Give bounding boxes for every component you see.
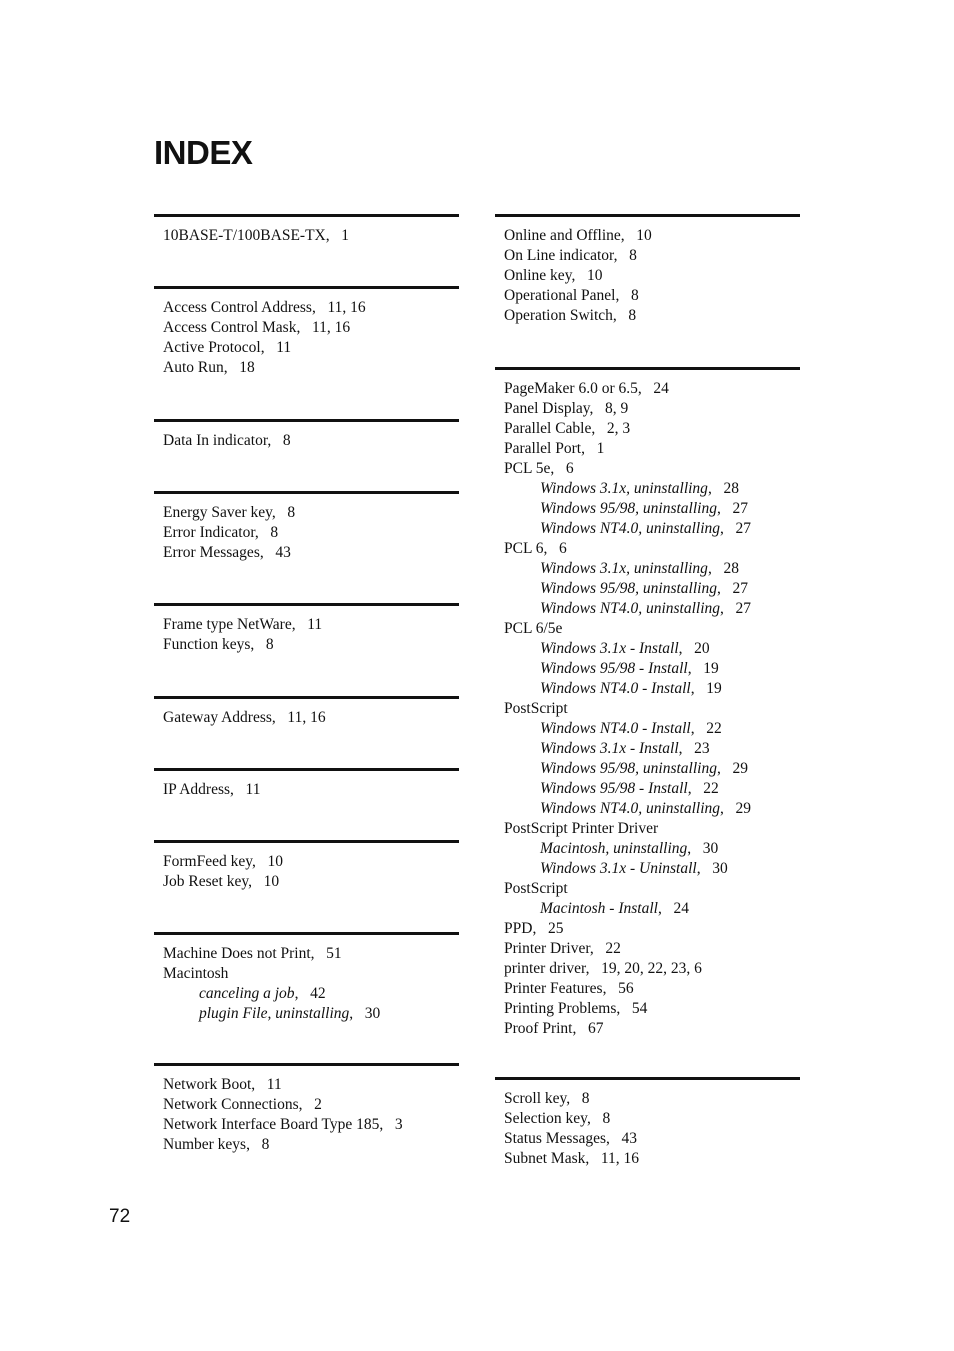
index-group bbox=[154, 840, 459, 892]
index-term: Parallel Cable bbox=[504, 420, 592, 437]
index-group bbox=[154, 491, 459, 563]
index-entry bbox=[163, 338, 459, 358]
index-page-ref: , 29 bbox=[720, 800, 751, 817]
index-entry bbox=[163, 964, 459, 984]
index-entry bbox=[504, 919, 800, 939]
index-entry bbox=[163, 1135, 459, 1155]
index-page-ref: , 8 bbox=[613, 307, 636, 324]
index-entry bbox=[504, 999, 800, 1019]
index-page-ref: , 27 bbox=[720, 520, 751, 537]
index-subterm: Windows 95/98 - Install bbox=[540, 780, 688, 797]
index-page-ref: , 24 bbox=[638, 380, 669, 397]
index-entry bbox=[504, 1149, 800, 1169]
index-term: Gateway Address bbox=[163, 709, 272, 726]
index-subterm: Windows 3.1x - Install bbox=[540, 740, 679, 757]
index-term: Network Connections bbox=[163, 1096, 299, 1113]
index-subterm: Macintosh, uninstalling bbox=[540, 840, 688, 857]
index-subentry bbox=[504, 779, 800, 799]
index-term: Status Messages bbox=[504, 1130, 607, 1147]
index-page-ref: , 11 bbox=[292, 616, 322, 633]
index-term: Data In indicator bbox=[163, 432, 268, 449]
index-subterm: Windows 95/98, uninstalling bbox=[540, 580, 717, 597]
index-entry bbox=[163, 852, 459, 872]
index-page-ref: , 8 bbox=[614, 247, 637, 264]
index-page-ref: , 25 bbox=[532, 920, 563, 937]
index-term: Selection key bbox=[504, 1110, 587, 1127]
index-entry bbox=[163, 358, 459, 378]
index-page-ref: , 28 bbox=[708, 480, 739, 497]
index-page-ref: , 43 bbox=[606, 1130, 637, 1147]
index-subterm: Windows 3.1x - Install bbox=[540, 640, 679, 657]
index-entry bbox=[163, 872, 459, 892]
index-entry bbox=[163, 635, 459, 655]
index-entry bbox=[504, 879, 800, 899]
index-page-ref: , 8 bbox=[250, 636, 273, 653]
index-term: PCL 6 bbox=[504, 540, 544, 557]
index-page-ref: , 10 bbox=[248, 873, 279, 890]
index-term: Printer Driver bbox=[504, 940, 590, 957]
index-page-ref: , 8 bbox=[267, 432, 290, 449]
index-page-ref: , 30 bbox=[687, 840, 718, 857]
index-subterm: Windows 95/98, uninstalling bbox=[540, 760, 717, 777]
index-group bbox=[154, 768, 459, 800]
index-term: Online and Offline bbox=[504, 227, 621, 244]
index-entry bbox=[504, 1129, 800, 1149]
index-page-ref: , 11 bbox=[230, 781, 260, 798]
index-term: 10BASE-T/100BASE-TX bbox=[163, 227, 326, 244]
index-group bbox=[154, 286, 459, 378]
index-term: PCL 6/5e bbox=[504, 620, 563, 637]
index-page-ref: , 11, 16 bbox=[296, 319, 350, 336]
index-subentry bbox=[504, 499, 800, 519]
index-subterm: Windows 95/98, uninstalling bbox=[540, 500, 717, 517]
index-entry bbox=[504, 959, 800, 979]
index-term: Proof Print bbox=[504, 1020, 573, 1037]
index-term: Scroll key bbox=[504, 1090, 567, 1107]
index-page-ref: , 28 bbox=[708, 560, 739, 577]
index-entry bbox=[504, 939, 800, 959]
index-group bbox=[154, 932, 459, 1024]
index-term: Subnet Mask bbox=[504, 1150, 586, 1167]
index-page-ref: , 20 bbox=[679, 640, 710, 657]
index-group bbox=[495, 1077, 800, 1169]
index-entry bbox=[163, 226, 459, 246]
index-subentry bbox=[504, 759, 800, 779]
index-group bbox=[154, 603, 459, 655]
index-entry bbox=[504, 459, 800, 479]
index-entry bbox=[504, 286, 800, 306]
index-page-ref: , 10 bbox=[621, 227, 652, 244]
index-group bbox=[154, 1063, 459, 1155]
index-entry bbox=[163, 780, 459, 800]
index-entry bbox=[504, 419, 800, 439]
index-entry bbox=[504, 1109, 800, 1129]
index-page-ref: , 30 bbox=[349, 1005, 380, 1022]
index-entry bbox=[163, 298, 459, 318]
index-page-ref: , 22 bbox=[590, 940, 621, 957]
index-page-ref: , 19 bbox=[688, 660, 719, 677]
index-entry bbox=[504, 226, 800, 246]
index-page-ref: , 11 bbox=[251, 1076, 281, 1093]
index-term: PostScript bbox=[504, 880, 568, 897]
index-term: IP Address bbox=[163, 781, 231, 798]
index-term: Auto Run bbox=[163, 359, 224, 376]
index-entry bbox=[163, 615, 459, 635]
index-term: Function keys bbox=[163, 636, 251, 653]
index-page-ref: , 8 bbox=[272, 504, 295, 521]
index-term: Operational Panel bbox=[504, 287, 616, 304]
page-title: INDEX bbox=[154, 134, 253, 171]
index-entry bbox=[504, 1019, 800, 1039]
index-term: PCL 5e bbox=[504, 460, 551, 477]
index-term: FormFeed key bbox=[163, 853, 252, 870]
index-page-ref: , 42 bbox=[295, 985, 326, 1002]
index-page-ref: , 43 bbox=[260, 544, 291, 561]
index-term: Access Control Mask bbox=[163, 319, 297, 336]
index-page-ref: , 19 bbox=[691, 680, 722, 697]
index-page-ref: , 11 bbox=[261, 339, 291, 356]
index-subentry bbox=[504, 579, 800, 599]
index-subentry bbox=[163, 1004, 459, 1024]
index-page-ref: , 51 bbox=[311, 945, 342, 962]
index-entry bbox=[504, 979, 800, 999]
index-entry bbox=[504, 266, 800, 286]
index-page-ref: , 23 bbox=[679, 740, 710, 757]
index-page-ref: , 27 bbox=[717, 500, 748, 517]
index-page-ref: , 56 bbox=[603, 980, 634, 997]
index-subterm: Windows NT4.0, uninstalling bbox=[540, 520, 721, 537]
index-page-ref: , 67 bbox=[572, 1020, 603, 1037]
index-page-ref: , 3 bbox=[379, 1116, 402, 1133]
index-page-ref: , 19, 20, 22, 23, 6 bbox=[586, 960, 702, 977]
index-subentry bbox=[504, 799, 800, 819]
index-term: PostScript bbox=[504, 700, 568, 717]
index-group bbox=[495, 214, 800, 326]
index-entry bbox=[163, 503, 459, 523]
index-subentry bbox=[504, 559, 800, 579]
index-subterm: Windows NT4.0, uninstalling bbox=[540, 800, 721, 817]
index-subentry bbox=[504, 519, 800, 539]
index-subentry bbox=[504, 679, 800, 699]
index-subterm: Macintosh - Install bbox=[540, 900, 658, 917]
index-entry bbox=[163, 1075, 459, 1095]
index-term: printer driver bbox=[504, 960, 586, 977]
index-entry bbox=[163, 431, 459, 451]
index-entry bbox=[504, 246, 800, 266]
index-term: Operation Switch bbox=[504, 307, 613, 324]
index-subentry bbox=[504, 899, 800, 919]
index-subentry bbox=[504, 859, 800, 879]
index-term: Number keys bbox=[163, 1136, 247, 1153]
index-term: Network Interface Board Type 185 bbox=[163, 1116, 380, 1133]
index-page-ref: , 8 bbox=[615, 287, 638, 304]
index-entry bbox=[504, 539, 800, 559]
index-page-ref: , 10 bbox=[571, 267, 602, 284]
index-term: PageMaker 6.0 or 6.5 bbox=[504, 380, 638, 397]
index-subterm: Windows 3.1x - Uninstall bbox=[540, 860, 697, 877]
index-subterm: canceling a job bbox=[199, 985, 295, 1002]
index-term: PostScript Printer Driver bbox=[504, 820, 659, 837]
index-term: Network Boot bbox=[163, 1076, 252, 1093]
index-page-ref: , 10 bbox=[252, 853, 283, 870]
index-page-ref: , 30 bbox=[697, 860, 728, 877]
index-page-ref: , 8 bbox=[246, 1136, 269, 1153]
index-subterm: Windows NT4.0, uninstalling bbox=[540, 600, 721, 617]
index-subentry bbox=[504, 639, 800, 659]
index-page-ref: , 27 bbox=[717, 580, 748, 597]
index-term: Job Reset key bbox=[163, 873, 249, 890]
index-subentry bbox=[504, 479, 800, 499]
index-page-ref: , 18 bbox=[224, 359, 255, 376]
index-term: Error Messages bbox=[163, 544, 260, 561]
index-entry bbox=[504, 439, 800, 459]
index-entry bbox=[504, 399, 800, 419]
index-page-ref: , 8, 9 bbox=[590, 400, 629, 417]
index-entry bbox=[163, 708, 459, 728]
index-term: Machine Does not Print bbox=[163, 945, 311, 962]
index-term: Energy Saver key bbox=[163, 504, 272, 521]
index-subentry bbox=[163, 984, 459, 1004]
index-page-ref: , 54 bbox=[616, 1000, 647, 1017]
index-page-ref: , 11, 16 bbox=[585, 1150, 639, 1167]
index-entry bbox=[504, 1089, 800, 1109]
index-page-ref: , 11, 16 bbox=[272, 709, 326, 726]
index-subterm: Windows 3.1x, uninstalling bbox=[540, 560, 708, 577]
index-page-ref: , 1 bbox=[326, 227, 349, 244]
index-term: PPD bbox=[504, 920, 533, 937]
index-term: Printing Problems bbox=[504, 1000, 617, 1017]
index-page-ref: , 2, 3 bbox=[591, 420, 630, 437]
index-page-ref: , 2 bbox=[299, 1096, 322, 1113]
index-term: On Line indicator bbox=[504, 247, 614, 264]
index-term: Error Indicator bbox=[163, 524, 255, 541]
index-entry bbox=[504, 306, 800, 326]
index-term: Parallel Port bbox=[504, 440, 582, 457]
index-entry bbox=[504, 699, 800, 719]
index-group bbox=[154, 419, 459, 451]
index-subterm: Windows 95/98 - Install bbox=[540, 660, 688, 677]
index-group bbox=[154, 214, 459, 246]
index-entry bbox=[163, 1115, 459, 1135]
index-group bbox=[154, 696, 459, 728]
index-page-ref: , 27 bbox=[720, 600, 751, 617]
index-term: Active Protocol bbox=[163, 339, 261, 356]
index-page-ref: , 8 bbox=[255, 524, 278, 541]
index-entry bbox=[163, 1095, 459, 1115]
index-page-ref: , 24 bbox=[658, 900, 689, 917]
index-term: Panel Display bbox=[504, 400, 590, 417]
index-subentry bbox=[504, 599, 800, 619]
index-entry bbox=[504, 379, 800, 399]
index-term: Access Control Address bbox=[163, 299, 312, 316]
index-subterm: Windows NT4.0 - Install bbox=[540, 720, 691, 737]
index-term: Frame type NetWare bbox=[163, 616, 292, 633]
index-page-ref: , 29 bbox=[717, 760, 748, 777]
index-subterm: plugin File, uninstalling bbox=[199, 1005, 350, 1022]
index-page-ref: , 22 bbox=[691, 720, 722, 737]
index-subentry bbox=[504, 739, 800, 759]
index-subentry bbox=[504, 659, 800, 679]
index-entry bbox=[163, 543, 459, 563]
index-page-ref: , 11, 16 bbox=[312, 299, 366, 316]
index-subterm: Windows NT4.0 - Install bbox=[540, 680, 691, 697]
index-page-ref: , 6 bbox=[543, 540, 566, 557]
index-subentry bbox=[504, 839, 800, 859]
index-group bbox=[495, 367, 800, 1039]
index-page-ref: , 1 bbox=[581, 440, 604, 457]
index-page-ref: , 8 bbox=[566, 1090, 589, 1107]
index-page-ref: , 22 bbox=[688, 780, 719, 797]
index-entry bbox=[163, 944, 459, 964]
index-entry bbox=[504, 819, 800, 839]
index-subentry bbox=[504, 719, 800, 739]
index-entry bbox=[504, 619, 800, 639]
index-page-ref: , 6 bbox=[550, 460, 573, 477]
index-entry bbox=[163, 523, 459, 543]
index-term: Macintosh bbox=[163, 965, 229, 982]
index-term: Printer Features bbox=[504, 980, 603, 997]
index-subterm: Windows 3.1x, uninstalling bbox=[540, 480, 708, 497]
index-page-ref: , 8 bbox=[587, 1110, 610, 1127]
index-term: Online key bbox=[504, 267, 572, 284]
page-number: 72 bbox=[109, 1206, 131, 1227]
index-entry bbox=[163, 318, 459, 338]
